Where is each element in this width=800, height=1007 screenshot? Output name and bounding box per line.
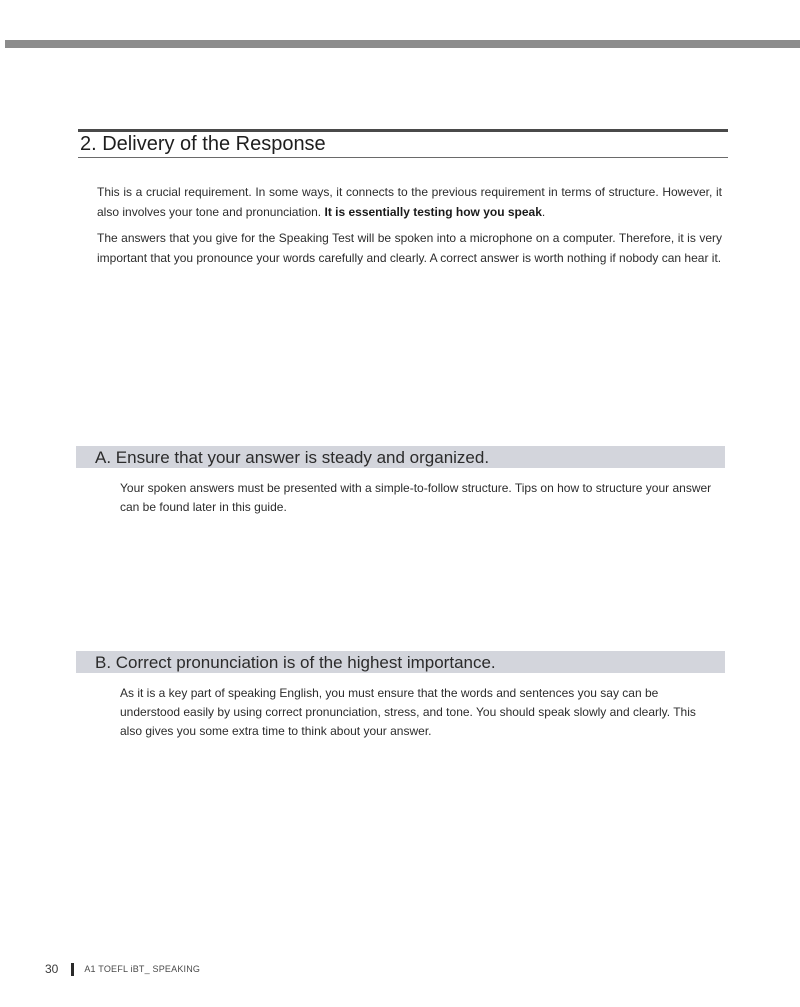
page-footer: [45, 961, 200, 977]
microphone-paragraph: The answers that you give for the Speaking Test will be spoken into a microphone on a computer. Therefore, it is very important that you pronounce your words carefully and clearly. A correct answer is worth nothing if nobody can hear it.: [97, 231, 722, 265]
intro-paragraph: [97, 183, 722, 222]
subsection-a-heading-band: [76, 446, 725, 468]
intro-paragraph-end: .: [541, 204, 546, 219]
subsection-b-heading: B. Correct pronunciation is of the highest importance.: [95, 653, 496, 672]
subsection-b-heading-band: [76, 651, 725, 673]
footer-book-title: A1 TOEFL iBT_ SPEAKING: [84, 964, 201, 974]
intro-paragraph-emphasis: It is essentially testing how you speak: [324, 204, 542, 219]
intro-paragraph-text: This is a crucial requirement. In some ways, it connects to the previous requirement in terms of structure. However, it also involves your tone and pronunciation.: [97, 185, 722, 219]
footer-divider-bar: [71, 963, 74, 976]
subsection-a-text: Your spoken answers must be presented with a simple-to-follow structure. Tips on how to structure your answer can be found later in this guide.: [120, 481, 712, 514]
subsection-a-heading: A. Ensure that your answer is steady and organized.: [95, 448, 490, 467]
section-title-bottom-rule: [78, 157, 728, 158]
section-title: 2. Delivery of the Response: [80, 133, 326, 155]
page-number: 30: [45, 962, 59, 976]
top-decorative-band: [5, 40, 800, 48]
subsection-b-text: As it is a key part of speaking English, you must ensure that the words and sentences you say can be understood easily by using correct pronunciation, stress, and tone. You should speak slowly and clearly. This also gives you some extra time to think about your answer.: [120, 686, 696, 738]
